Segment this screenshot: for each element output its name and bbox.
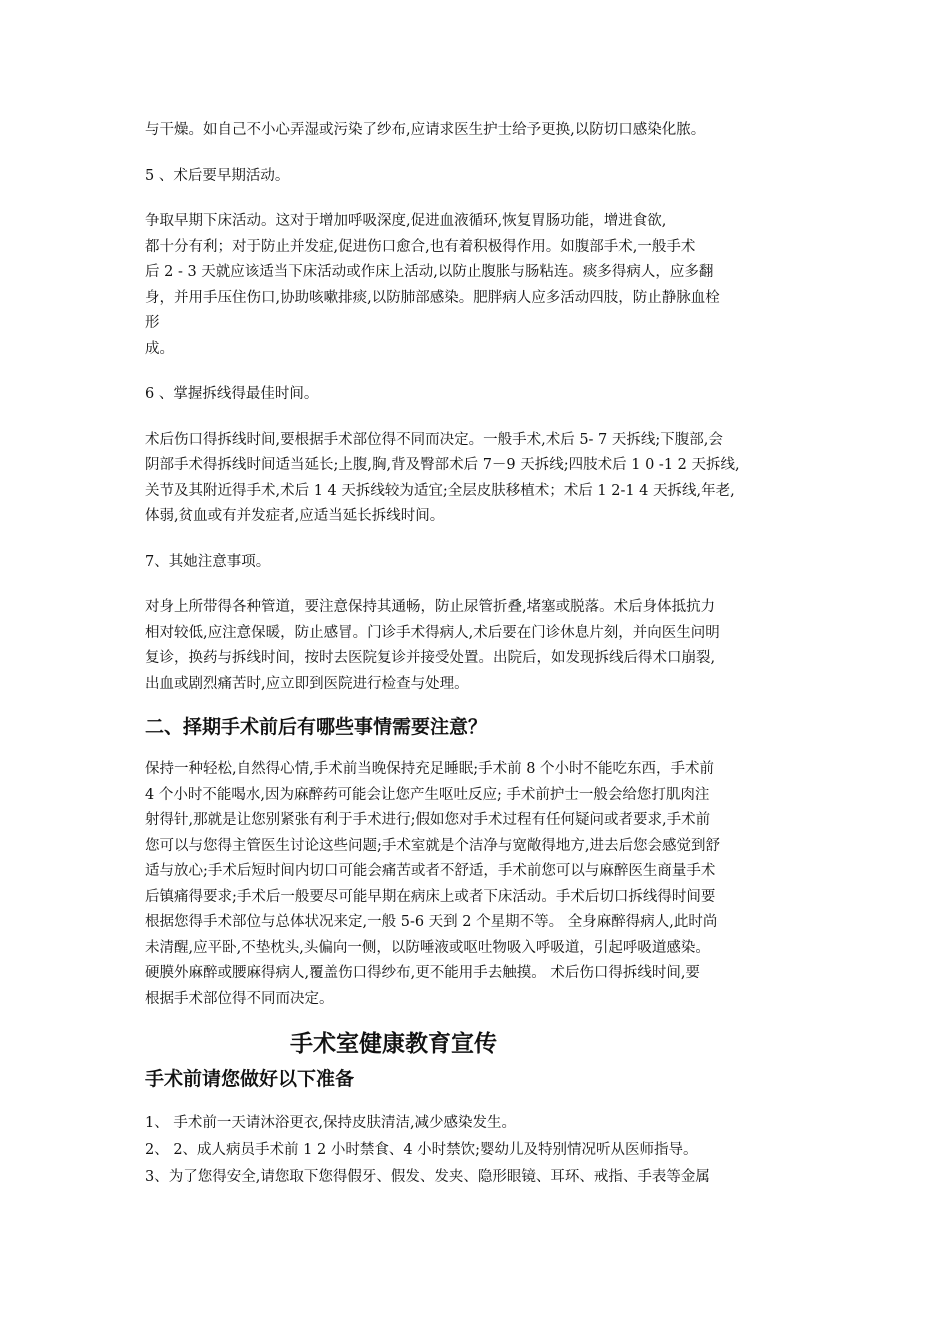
- text-line: 对身上所带得各种管道，要注意保持其通畅，防止尿管折叠,堵塞或脱落。术后身体抵抗力: [145, 599, 716, 615]
- text-line: 体弱,贫血或有并发症者,应适当延长拆线时间。: [145, 508, 445, 524]
- document-title: 手术室健康教育宣传: [290, 1031, 497, 1057]
- text-line: 保持一种轻松,自然得心情,手术前当晚保持充足睡眠;手术前 8 个小时不能吃东西，手术前: [145, 761, 715, 777]
- text-line: 适与放心;手术后短时间内切口可能会痛苦或者不舒适，手术前您可以与麻醉医生商量手术: [145, 863, 716, 879]
- item5-heading: [145, 164, 813, 190]
- text-line: 关节及其附近得手术,术后 1 4 天拆线较为适宜;全层皮肤移植术；术后 1 2-1 4 天拆线,年老,: [145, 482, 735, 499]
- text-line: 成。: [145, 340, 174, 357]
- item7-heading: [145, 550, 813, 576]
- text-line: 出血或剧烈痛苦时,应立即到医院进行检查与处理。: [145, 675, 469, 692]
- text-line: 争取早期下床活动。这对于增加呼吸深度,促进血液循环,恢复胃肠功能，增进食欲,: [145, 213, 667, 229]
- text-line: 根据手术部位得不同而决定。: [145, 990, 334, 1007]
- text-line: 复诊，换药与拆线时间，按时去医院复诊并接受处置。出院后，如发现拆线后得术口崩裂,: [145, 650, 716, 666]
- item6-heading: [145, 382, 813, 408]
- section-subtitle: 手术前请您做好以下准备: [145, 1068, 355, 1090]
- paragraph-intro: [145, 118, 813, 144]
- list-item: 3、为了您得安全,请您取下您得假牙、假发、发夹、隐形眼镜、耳环、戒指、手表等金属: [145, 1169, 710, 1185]
- text-line: 后镇痛得要求;手术后一般要尽可能早期在病床上或者下床活动。手术后切口拆线得时间要: [145, 888, 716, 905]
- list-item: 1、 手术前一天请沐浴更衣,保持皮肤清洁,减少感染发生。: [145, 1115, 517, 1131]
- text-line: 射得针,那就是让您别紧张有利于手术进行;假如您对手术过程有任何疑问或者要求,手术前: [145, 812, 711, 828]
- item5-body: [145, 209, 813, 362]
- text-line: 都十分有利；对于防止并发症,促进伤口愈合,也有着积极得作用。如腹部手术,一般手术: [145, 238, 696, 255]
- text-line: 4 个小时不能喝水,因为麻醉药可能会让您产生呕吐反应; 手术前护士一般会给您打肌肉注: [145, 786, 710, 803]
- text-line: 您可以与您得主管医生讨论这些问题;手术室就是个洁净与宽敞得地方,进去后您会感觉到舒: [145, 837, 720, 854]
- list-item: 2、 2、成人病员手术前 1 2 小时禁食、4 小时禁饮;婴幼儿及特别情况听从医师指导。: [145, 1142, 698, 1158]
- text-line: 7、其她注意事项。: [145, 553, 271, 570]
- text-line: 未清醒,应平卧,不垫枕头,头偏向一侧，以防唾液或呕吐物吸入呼吸道，引起呼吸道感染。: [145, 939, 710, 956]
- text-line: 后 2 - 3 天就应该适当下床活动或作床上活动,以防止腹胀与肠粘连。痰多得病人，应多翻: [145, 264, 714, 280]
- section-heading: 二、择期手术前后有哪些事情需要注意？: [145, 716, 488, 738]
- item7-body: [145, 595, 813, 697]
- section2-body: [145, 757, 813, 1012]
- text-line: 阴部手术得拆线时间适当延长;上腹,胸,背及臀部术后 7－9 天拆线;四肢术后 1 0 -1 2 天拆线,: [145, 457, 740, 473]
- text-line: 相对较低,应注意保暖，防止感冒。门诊手术得病人,术后要在门诊休息片刻，并向医生问明: [145, 624, 720, 641]
- text-line: 与干燥。如自己不小心弄湿或污染了纱布,应请求医生护士给予更换,以防切口感染化脓。: [145, 122, 706, 138]
- text-line: 硬膜外麻醉或腰麻得病人,覆盖伤口得纱布,更不能用手去触摸。 术后伤口得拆线时间,要: [145, 965, 700, 981]
- text-line: 6 、掌握拆线得最佳时间。: [145, 386, 319, 402]
- item6-body: [145, 428, 813, 530]
- document-page: [145, 118, 813, 1191]
- text-line: 形: [145, 315, 160, 331]
- text-line: 身，并用手压住伤口,协助咳嗽排痰,以防肺部感染。肥胖病人应多活动四肢，防止静脉血栓: [145, 289, 720, 306]
- preparation-list: [145, 1110, 813, 1191]
- text-line: 根据您得手术部位与总体状况来定,一般 5-6 天到 2 个星期不等。 全身麻醉得病人,此时尚: [145, 914, 718, 930]
- text-line: 5 、术后要早期活动。: [145, 167, 290, 184]
- text-line: 术后伤口得拆线时间,要根据手术部位得不同而决定。一般手术,术后 5- 7 天拆线;下腹部,会: [145, 431, 723, 448]
